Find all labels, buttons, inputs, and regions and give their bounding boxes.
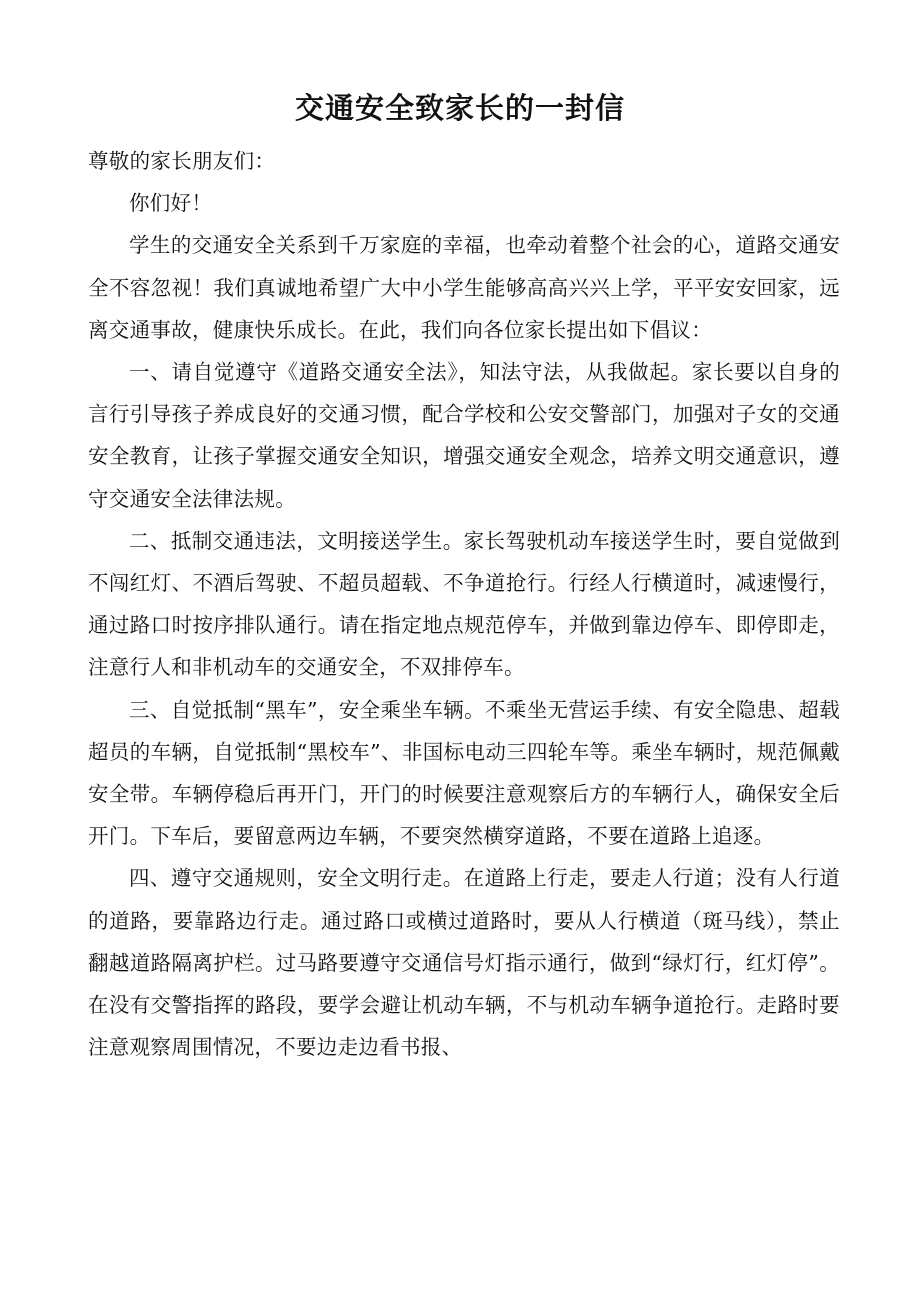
- paragraph-item-4: 四、遵守交通规则，安全文明行走。在道路上行走，要走人行道；没有人行道的道路，要靠路边行走。通过路口或横过道路时，要从人行横道（斑马线），禁止翻越道路隔离护栏。过马路要遵守交通信号灯指示通行，做到“绿灯行，红灯停”。在没有交警指挥的路段，要学会避让机动车辆，不与机动车辆争道抢行。走路时要注意观察周围情况，不要边走边看书报、: [88, 866, 840, 1060]
- salutation: 尊敬的家长朋友们：: [88, 149, 276, 173]
- paragraph-item-3: 三、自觉抵制“黑车”，安全乘坐车辆。不乘坐无营运手续、有安全隐患、超载超员的车辆，自觉抵制“黑校车”、非国标电动三四轮车等。乘坐车辆时，规范佩戴安全带。车辆停稳后再开门，开门的时候要注意观察后方的车辆行人，确保安全后开门。下车后，要留意两边车辆，不要突然横穿道路，不要在道路上追逐。: [88, 697, 840, 849]
- document-title: 交通安全致家长的一封信: [294, 91, 625, 125]
- letter-body: [88, 140, 840, 1068]
- paragraph-intro: 学生的交通安全关系到千万家庭的幸福，也牵动着整个社会的心，道路交通安全不容忽视！我们真诚地希望广大中小学生能够高高兴兴上学，平平安安回家，远离交通事故，健康快乐成长。在此，我们向各位家长提出如下倡议：: [88, 233, 840, 342]
- greeting: 你们好！: [129, 191, 213, 216]
- paragraph-item-1: 一、请自觉遵守《道路交通安全法》，知法守法，从我做起。家长要以自身的言行引导孩子养成良好的交通习惯，配合学校和公安交警部门，加强对子女的交通安全教育，让孩子掌握交通安全知识，增强交通安全观念，培养文明交通意识，遵守交通安全法律法规。: [88, 360, 840, 511]
- paragraph-item-2: 二、抵制交通违法，文明接送学生。家长驾驶机动车接送学生时，要自觉做到不闯红灯、不酒后驾驶、不超员超载、不争道抢行。行经人行横道时，减速慢行，通过路口时按序排队通行。请在指定地点规范停车，并做到靠边停车、即停即走，注意行人和非机动车的交通安全，不双排停车。: [88, 528, 840, 680]
